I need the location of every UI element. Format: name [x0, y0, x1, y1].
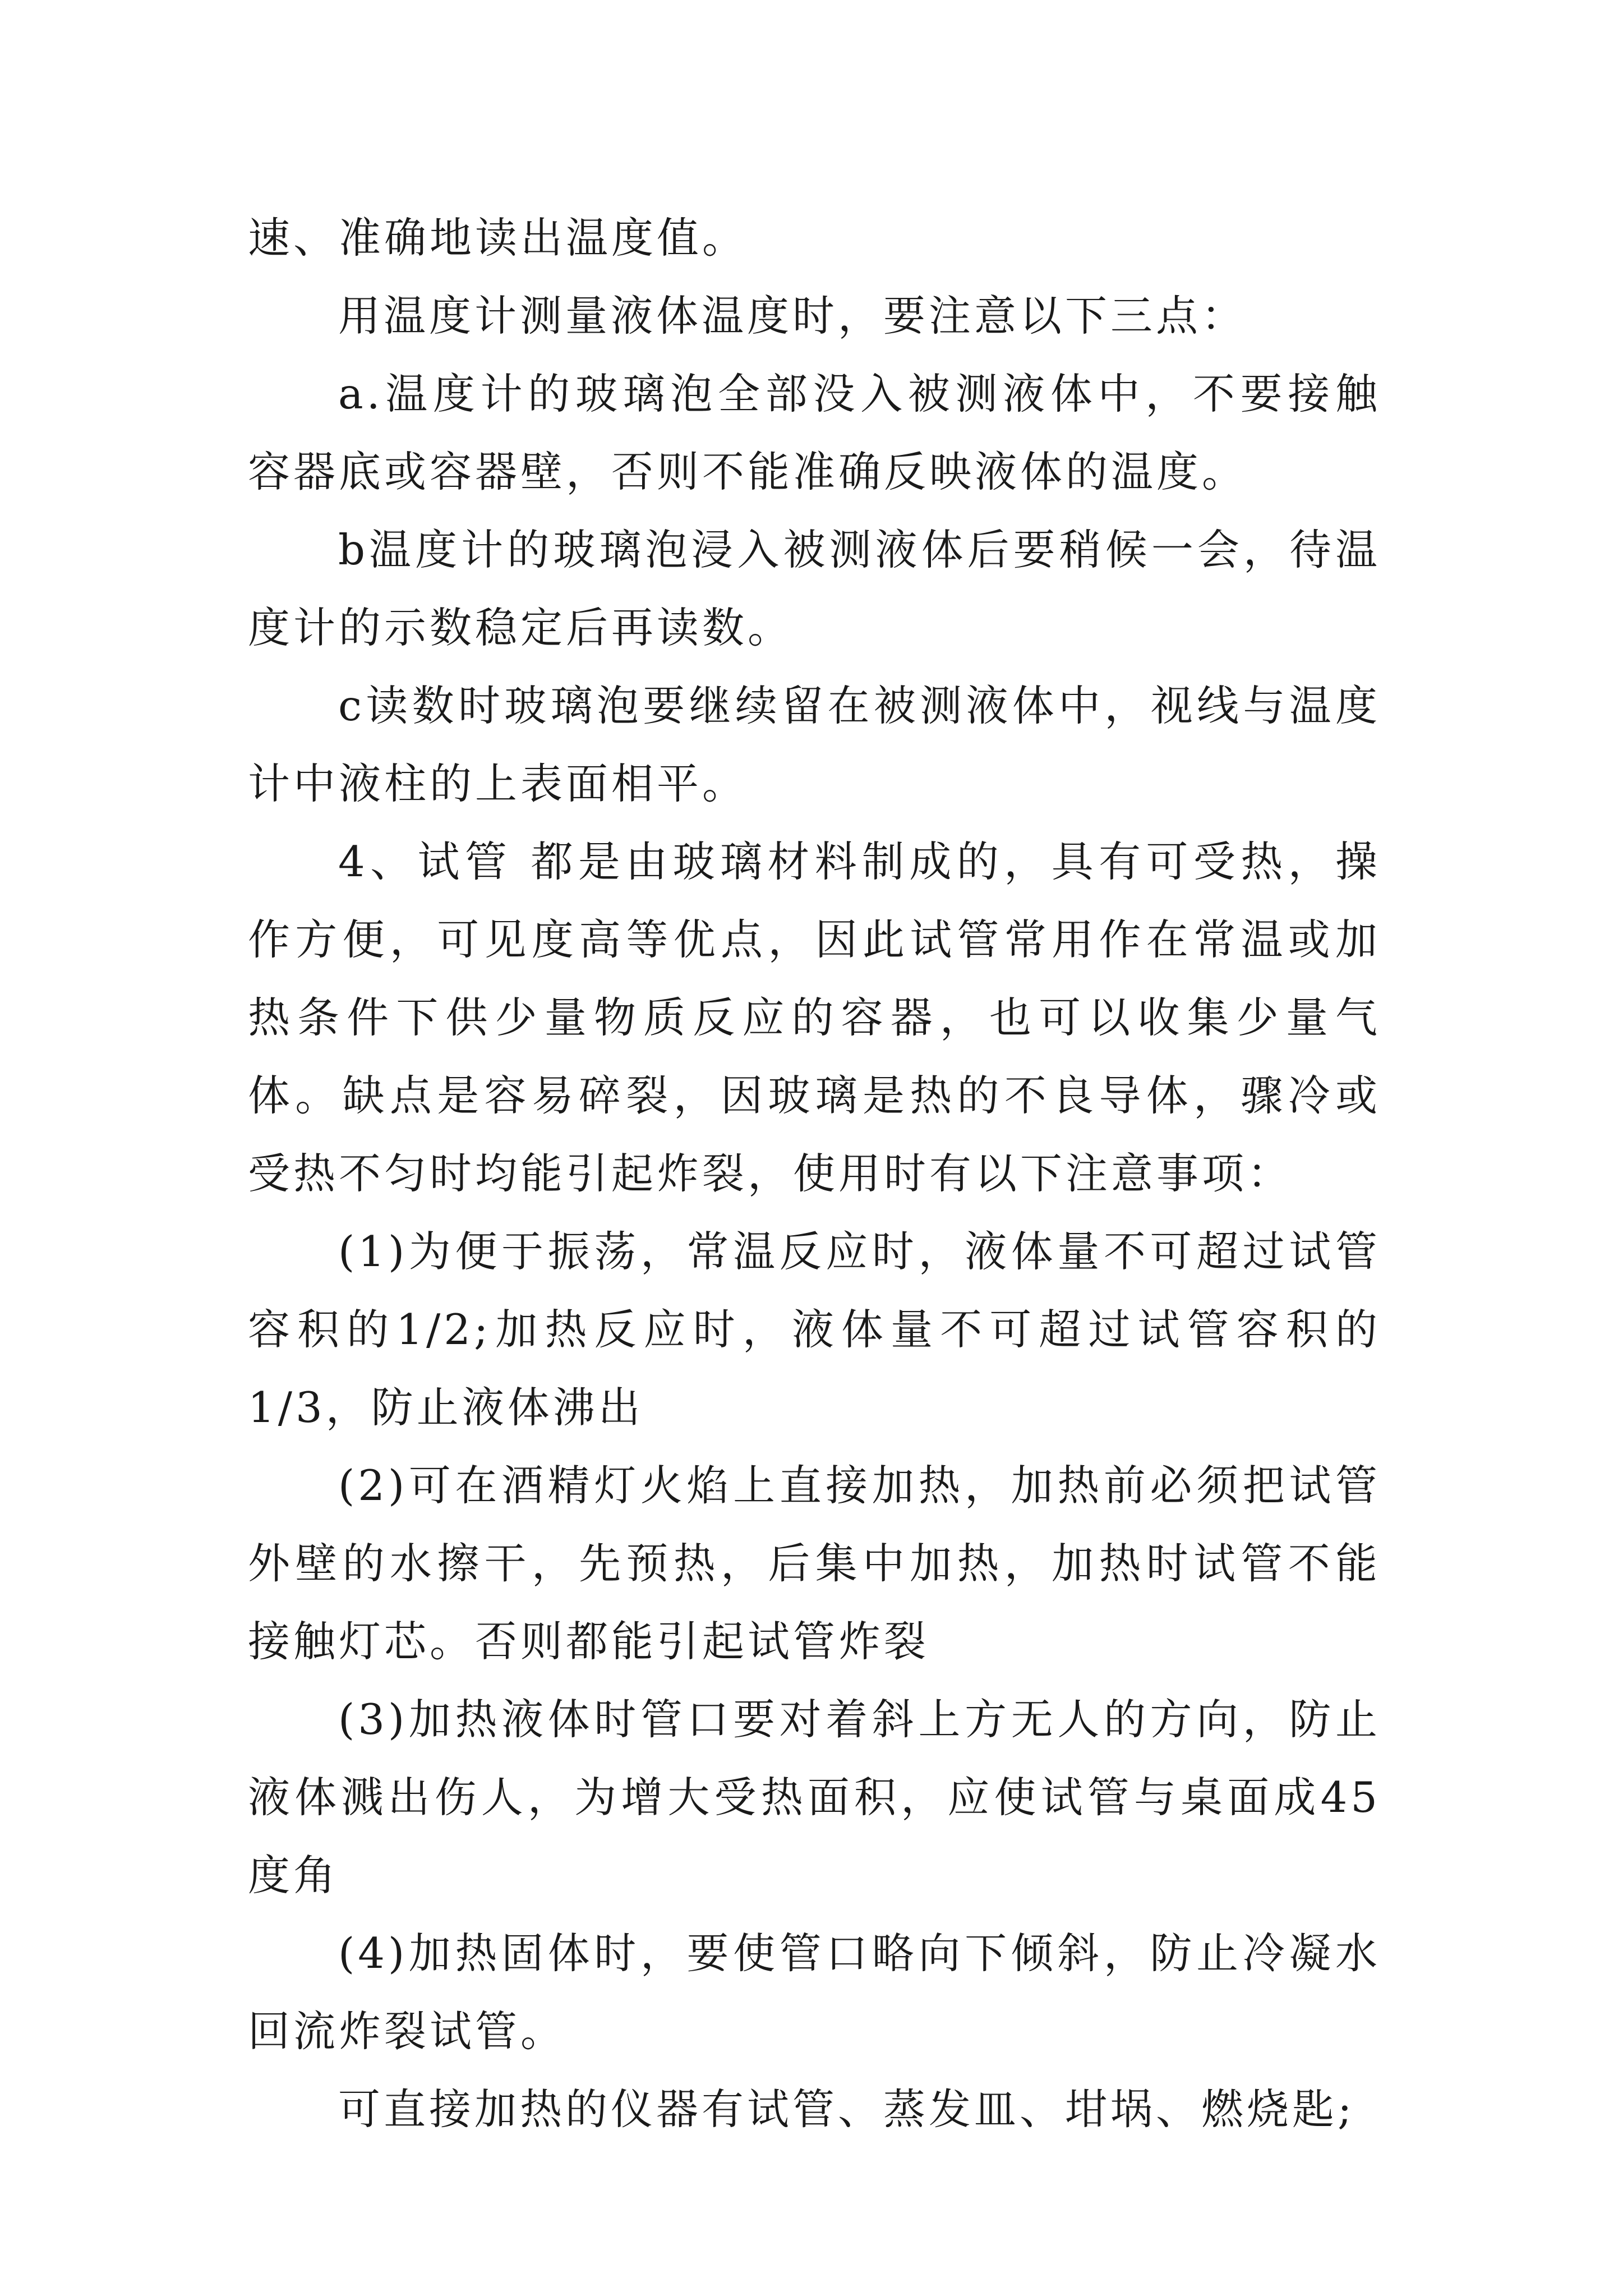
paragraph-item-1: (1)为便于振荡，常温反应时，液体量不可超过试管容积的1/2;加热反应时，液体量不可超过试管容积的1/3，防止液体沸出 — [248, 1227, 1381, 1432]
paragraph-point-b: b温度计的玻璃泡浸入被测液体后要稍候一会，待温度计的示数稳定后再读数。 — [248, 525, 1381, 652]
paragraph-continuation: 速、准确地读出温度值。 — [248, 213, 748, 263]
paragraph-item-3: (3)加热液体时管口要对着斜上方无人的方向，防止液体溅出伤人，为增大受热面积，应使试管与桌面成45度角 — [248, 1695, 1381, 1900]
paragraph-direct-heating: 可直接加热的仪器有试管、蒸发皿、坩埚、燃烧匙; — [338, 2085, 1355, 2134]
paragraph-test-tube: 4、试管 都是由玻璃材料制成的，具有可受热，操作方便，可见度高等优点，因此试管常用作在常温或加热条件下供少量物质反应的容器，也可以收集少量气体。缺点是容易碎裂，因玻璃是热的不良导体，骤冷或受热不匀时均能引起炸裂，使用时有以下注意事项： — [248, 837, 1381, 1198]
paragraph-point-c: c读数时玻璃泡要继续留在被测液体中，视线与温度计中液柱的上表面相平。 — [248, 681, 1381, 808]
paragraph-point-a: a.温度计的玻璃泡全部没入被测液体中，不要接触容器底或容器壁，否则不能准确反映液体的温度。 — [248, 369, 1381, 496]
paragraph-item-4: (4)加热固体时，要使管口略向下倾斜，防止冷凝水回流炸裂试管。 — [248, 1929, 1381, 2056]
paragraph-item-2: (2)可在酒精灯火焰上直接加热，加热前必须把试管外壁的水擦干，先预热，后集中加热，加热时试管不能接触灯芯。否则都能引起试管炸裂 — [248, 1461, 1381, 1666]
body-text — [248, 199, 1381, 2148]
paragraph-thermometer-intro: 用温度计测量液体温度时，要注意以下三点： — [338, 291, 1247, 341]
